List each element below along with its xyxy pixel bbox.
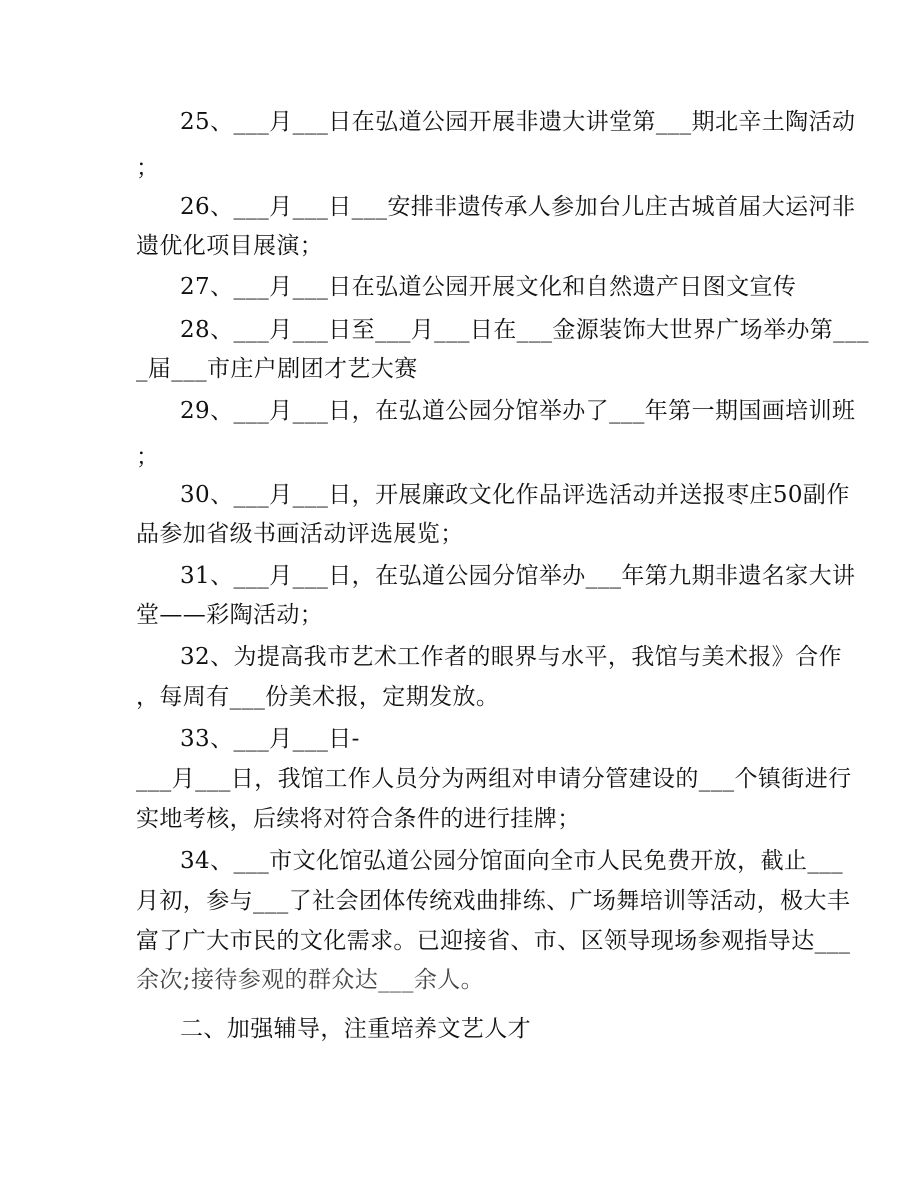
paragraph-34-line-1: 34、___市文化馆弘道公园分馆面向全市人民免费开放，截止___ xyxy=(180,848,844,874)
paragraph-27-line-1: 27、___月___日在弘道公园开展文化和自然遗产日图文宣传 xyxy=(180,274,797,300)
paragraph-34-line-2: 月初，参与___了社会团体传统戏曲排练、广场舞培训等活动，极大丰 xyxy=(136,888,851,914)
paragraph-25-line-2: ； xyxy=(136,155,160,181)
paragraph-30-line-1: 30、___月___日，开展廉政文化作品评选活动并送报枣庄50副作 xyxy=(180,482,850,508)
paragraph-29-line-1: 29、___月___日，在弘道公园分馆举办了___年第一期国画培训班 xyxy=(180,398,856,424)
paragraph-33-line-3: 实地考核，后续将对符合条件的进行挂牌； xyxy=(136,806,581,832)
paragraph-32-line-1: 32、为提高我市艺术工作者的眼界与水平，我馆与美术报》合作 xyxy=(180,644,842,670)
paragraph-26-line-1: 26、___月___日___安排非遗传承人参加台儿庄古城首届大运河非 xyxy=(180,194,856,220)
paragraph-34-line-3: 富了广大市民的文化需求。已迎接省、市、区领导现场参观指导达___ xyxy=(136,928,851,954)
paragraph-34-line-4: 余次;接待参观的群众达___余人。 xyxy=(136,967,485,993)
paragraph-28-line-2: _届___市庄户剧团才艺大赛 xyxy=(136,356,418,382)
section-heading: 二、加强辅导，注重培养文艺人才 xyxy=(180,1016,531,1042)
paragraph-26-line-2: 遗优化项目展演； xyxy=(136,233,324,259)
paragraph-25-line-1: 25、___月___日在弘道公园开展非遗大讲堂第___期北辛土陶活动 xyxy=(180,109,856,135)
paragraph-31-line-2: 堂——彩陶活动； xyxy=(136,602,324,628)
paragraph-29-line-2: ； xyxy=(136,444,160,470)
paragraph-32-line-2: ，每周有___份美术报，定期发放。 xyxy=(136,684,500,710)
paragraph-33-line-1: 33、___月___日- xyxy=(180,726,360,752)
paragraph-31-line-1: 31、___月___日，在弘道公园分馆举办___年第九期非遗名家大讲 xyxy=(180,563,856,589)
paragraph-33-line-2: ___月___日，我馆工作人员分为两组对申请分管建设的___个镇街进行 xyxy=(136,766,852,792)
paragraph-30-line-2: 品参加省级书画活动评选展览； xyxy=(136,521,464,547)
paragraph-28-line-1: 28、___月___日至___月___日在___金源装饰大世界广场举办第___ xyxy=(180,317,869,343)
